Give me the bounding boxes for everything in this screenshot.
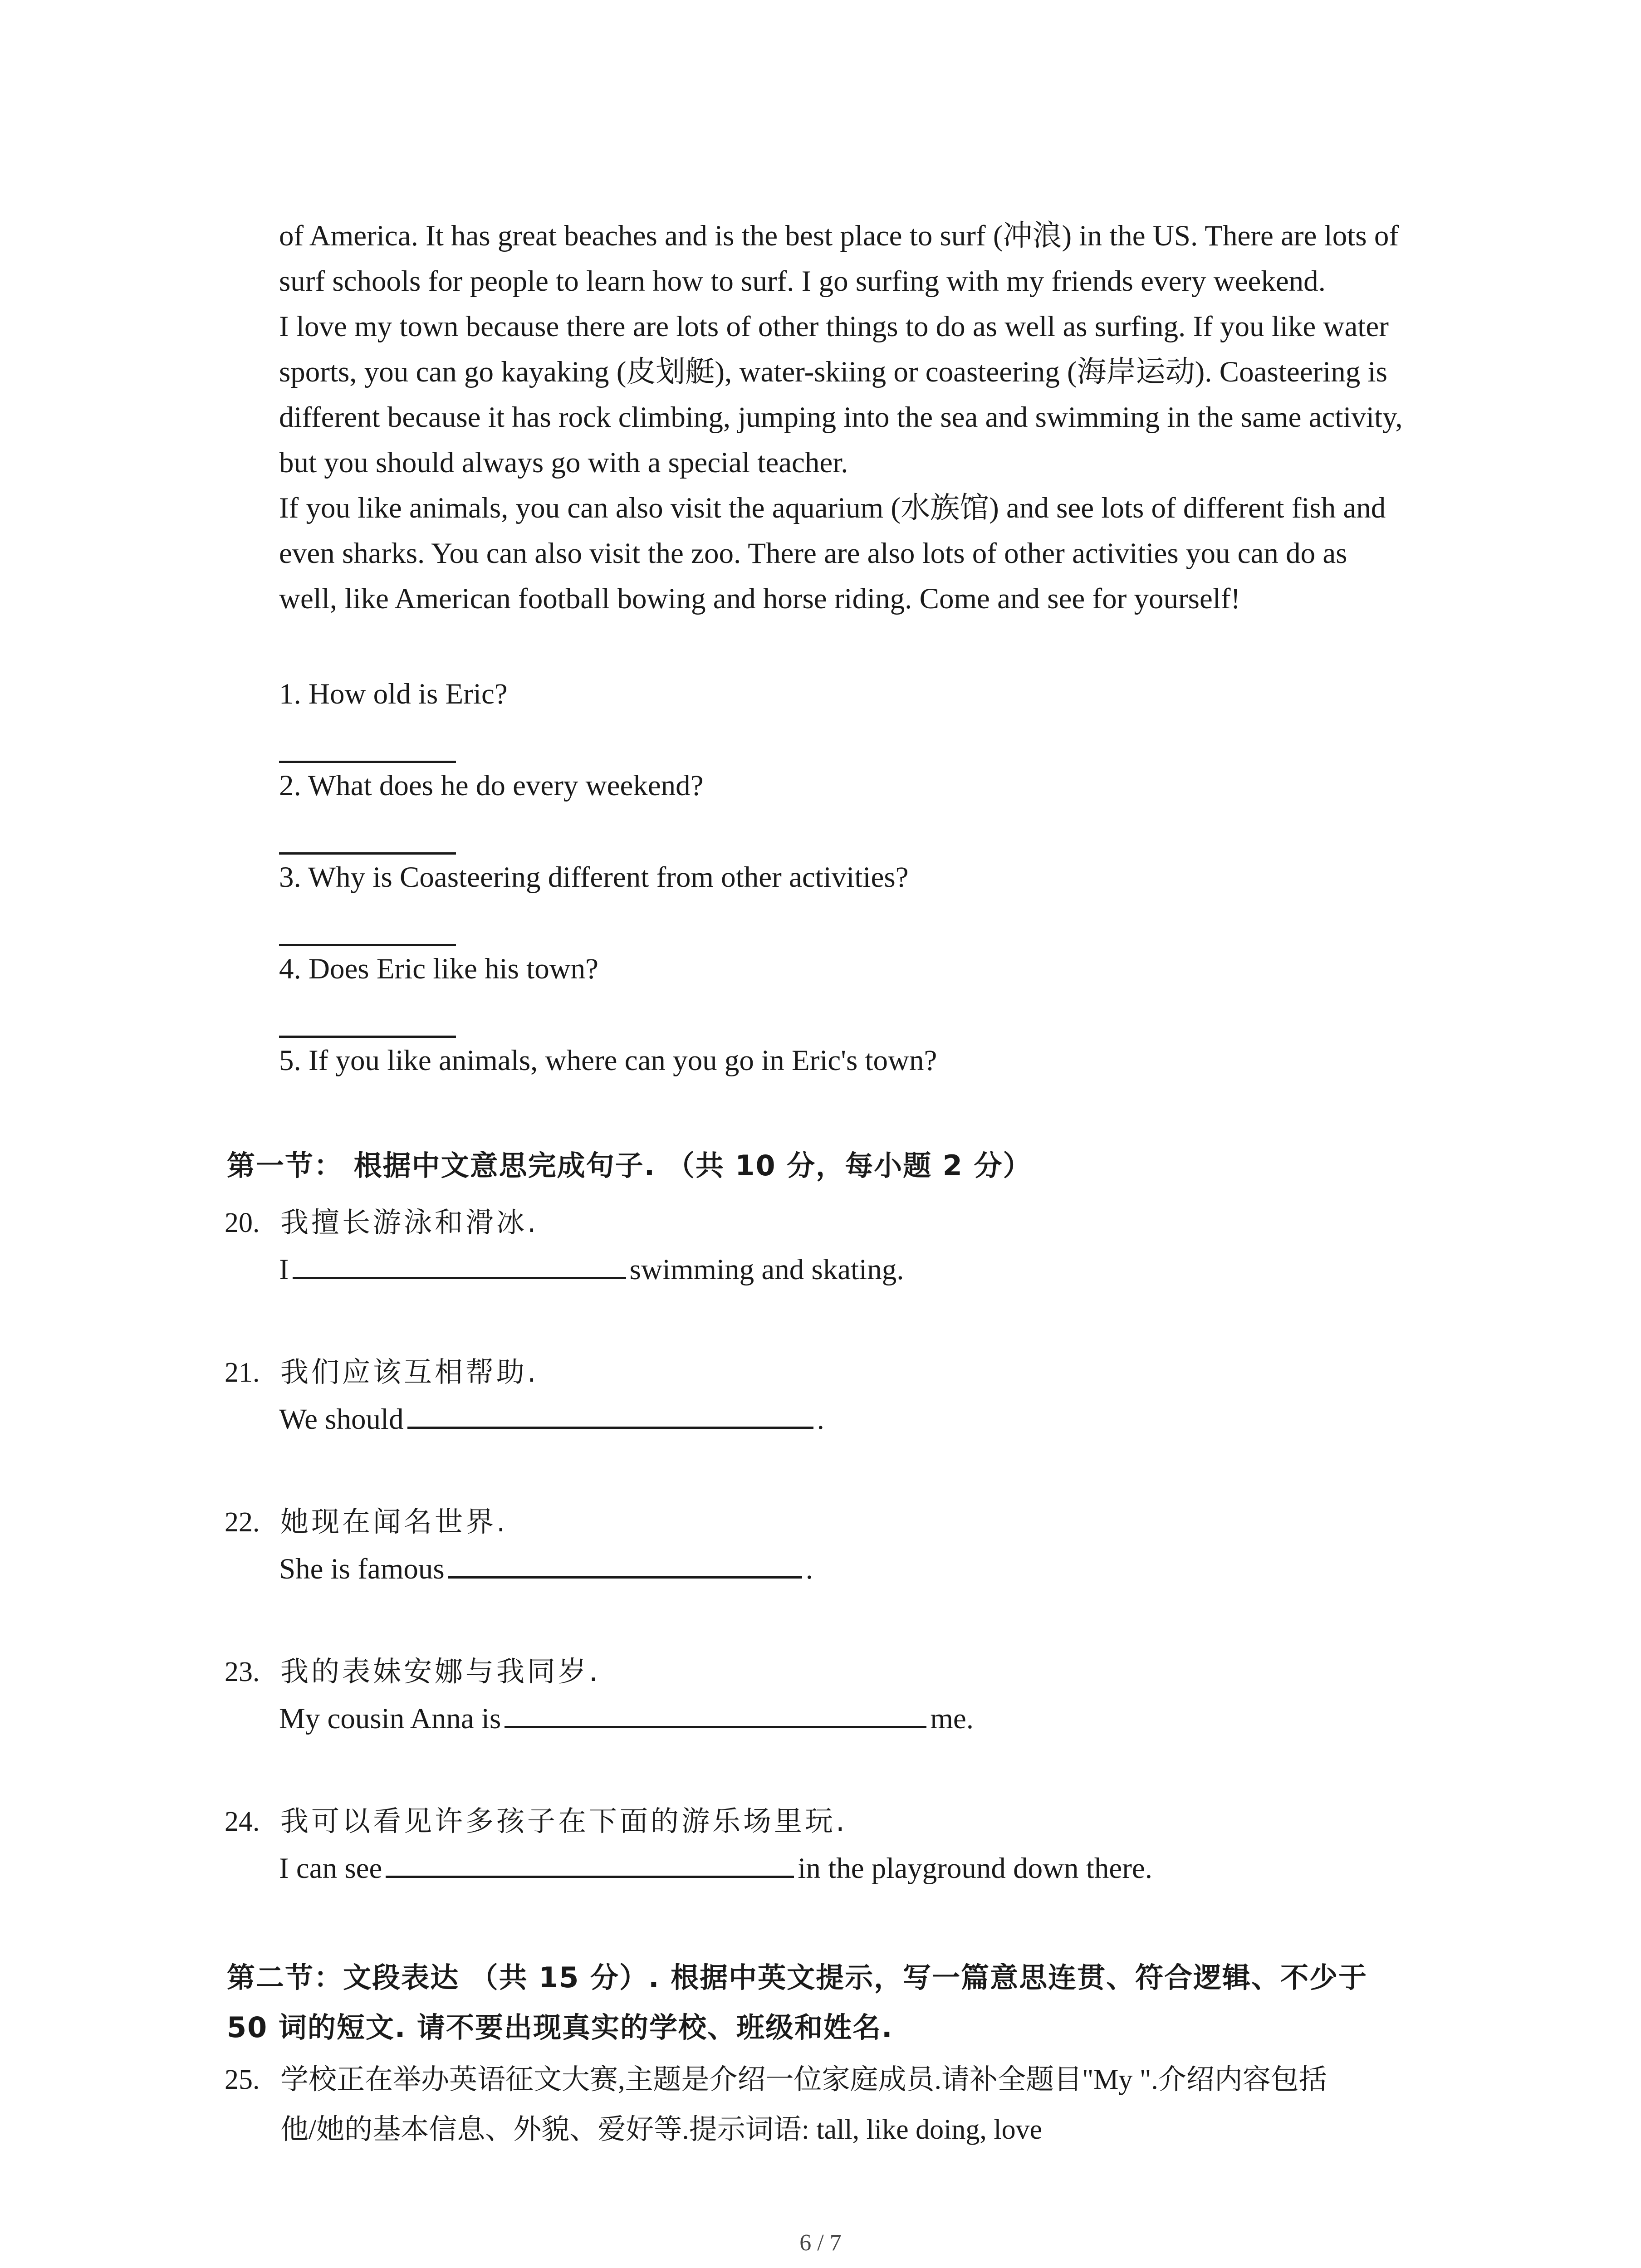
item-before: We should bbox=[279, 1403, 404, 1436]
passage-line: well, like American football bowing and horse riding. Come and see for yourself! bbox=[279, 582, 1241, 615]
passage-line: If you like animals, you can also visit the aquarium (水族馆) and see lots of different fish and bbox=[279, 492, 1386, 524]
task-line-2: 他/她的基本信息、外貌、爱好等.提示词语: tall, like doing, love bbox=[280, 2114, 1043, 2145]
item-24 bbox=[225, 1799, 1152, 1893]
question-2: 2. What does he do every weekend? bbox=[279, 769, 704, 802]
item-after: swimming and skating. bbox=[629, 1253, 904, 1286]
passage-line: different because it has rock climbing, jumping into the sea and swimming in the same activity, bbox=[279, 401, 1403, 434]
comprehension-questions bbox=[279, 671, 937, 1083]
answer-line-2[interactable] bbox=[279, 808, 456, 855]
item-number: 22. bbox=[225, 1507, 260, 1538]
item-after: in the playground down there. bbox=[798, 1852, 1152, 1885]
fill-blank-20[interactable] bbox=[293, 1250, 626, 1279]
item-chinese: 我擅长游泳和滑冰. bbox=[280, 1206, 539, 1239]
item-22 bbox=[225, 1499, 813, 1594]
item-20 bbox=[225, 1200, 904, 1295]
item-after: me. bbox=[930, 1702, 974, 1735]
page-number: 6 / 7 bbox=[799, 2230, 842, 2256]
answer-line-4[interactable] bbox=[279, 992, 456, 1038]
answer-line-3[interactable] bbox=[279, 900, 456, 946]
task-line-1: 学校正在举办英语征文大赛,主题是介绍一位家庭成员.请补全题目"My ".介绍内容包括 bbox=[280, 2064, 1327, 2095]
passage-line: of America. It has great beaches and is the best place to surf (冲浪) in the US. There are lots of bbox=[279, 220, 1399, 252]
item-before: I bbox=[279, 1253, 289, 1286]
item-23 bbox=[225, 1649, 974, 1744]
passage-line: sports, you can go kayaking (皮划艇), water-skiing or coasteering (海岸运动). Coasteering is bbox=[279, 356, 1387, 388]
question-5: 5. If you like animals, where can you go in Eric's town? bbox=[279, 1044, 937, 1077]
section2-title-line2: 50 词的短文. 请不要出现真实的学校、班级和姓名. bbox=[227, 2011, 893, 2044]
item-before: She is famous bbox=[279, 1553, 445, 1585]
writing-task-25 bbox=[225, 2055, 1327, 2155]
fill-blank-22[interactable] bbox=[448, 1549, 802, 1579]
passage-line: surf schools for people to learn how to surf. I go surfing with my friends every weekend. bbox=[279, 265, 1326, 298]
item-21 bbox=[225, 1349, 824, 1444]
section2-title-line1: 第二节：文段表达 （共 15 分）. 根据中英文提示，写一篇意思连贯、符合逻辑、不少于 bbox=[227, 1961, 1368, 1994]
reading-passage bbox=[279, 213, 1459, 621]
item-number: 23. bbox=[225, 1657, 260, 1687]
fill-blank-23[interactable] bbox=[505, 1699, 926, 1728]
passage-line: even sharks. You can also visit the zoo. There are also lots of other activities you can do as bbox=[279, 537, 1347, 570]
section1-title: 第一节： 根据中文意思完成句子. （共 10 分，每小题 2 分） bbox=[227, 1149, 1032, 1182]
item-chinese: 她现在闻名世界. bbox=[280, 1505, 508, 1538]
question-1: 1. How old is Eric? bbox=[279, 678, 508, 710]
question-4: 4. Does Eric like his town? bbox=[279, 953, 599, 985]
item-before: My cousin Anna is bbox=[279, 1702, 501, 1735]
question-3: 3. Why is Coasteering different from other activities? bbox=[279, 861, 909, 894]
item-chinese: 我们应该互相帮助. bbox=[280, 1355, 539, 1388]
item-number: 25. bbox=[225, 2064, 260, 2095]
passage-line: but you should always go with a special teacher. bbox=[279, 446, 848, 479]
item-chinese: 我的表妹安娜与我同岁. bbox=[280, 1655, 601, 1688]
fill-blank-24[interactable] bbox=[386, 1848, 794, 1878]
passage-line: I love my town because there are lots of other things to do as well as surfing. If you like water bbox=[279, 310, 1389, 343]
item-number: 20. bbox=[225, 1207, 260, 1238]
answer-line-1[interactable] bbox=[279, 717, 456, 763]
item-before: I can see bbox=[279, 1852, 382, 1885]
item-chinese: 我可以看见许多孩子在下面的游乐场里玩. bbox=[280, 1804, 847, 1838]
fill-blank-21[interactable] bbox=[407, 1399, 813, 1429]
item-after: . bbox=[817, 1403, 824, 1436]
item-number: 21. bbox=[225, 1357, 260, 1388]
item-after: . bbox=[805, 1553, 813, 1585]
item-number: 24. bbox=[225, 1806, 260, 1837]
